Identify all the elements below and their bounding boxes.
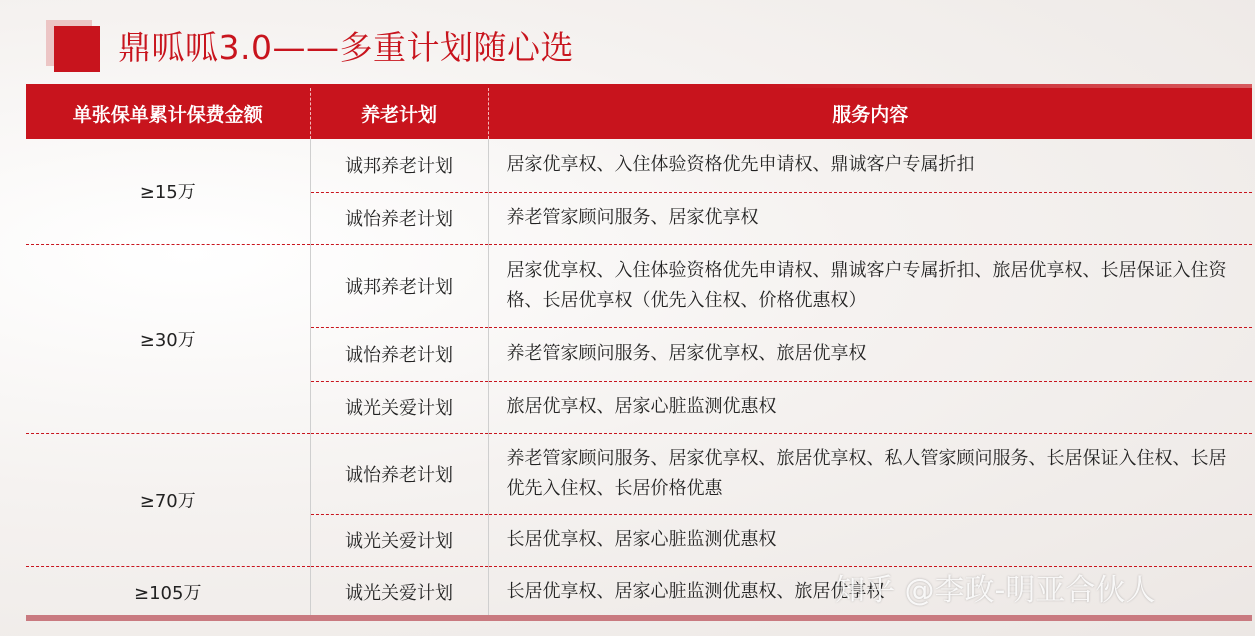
- plan-cell: 诚光关爱计划: [310, 514, 488, 566]
- plan-cell: 诚怡养老计划: [310, 192, 488, 244]
- header-plan: 养老计划: [310, 88, 488, 139]
- service-cell: 养老管家顾问服务、居家优享权: [488, 192, 1252, 244]
- plan-cell: 诚邦养老计划: [310, 139, 488, 192]
- amount-cell: ≥70万: [26, 433, 310, 566]
- service-cell: 居家优享权、入住体验资格优先申请权、鼎诚客户专属折扣: [488, 139, 1252, 192]
- plan-cell: 诚怡养老计划: [310, 327, 488, 381]
- plan-cell: 诚光关爱计划: [310, 566, 488, 618]
- service-cell: 长居优享权、居家心脏监测优惠权: [488, 514, 1252, 566]
- watermark: 知乎 @李政-明亚合伙人: [835, 573, 1156, 608]
- plan-cell: 诚光关爱计划: [310, 381, 488, 433]
- header-service: 服务内容: [488, 88, 1252, 139]
- title-marker: [46, 20, 100, 72]
- service-cell: 养老管家顾问服务、居家优享权、旅居优享权、私人管家顾问服务、长居保证入住权、长居优先入住权、长居价格优惠: [488, 433, 1252, 514]
- table-row: [26, 433, 1252, 514]
- plan-table: [26, 88, 1252, 618]
- service-cell: 长居优享权、居家心脏监测优惠权、旅居优享权: [488, 566, 1252, 618]
- table-row: [26, 139, 1252, 192]
- amount-cell: ≥105万: [26, 566, 310, 618]
- service-cell: 养老管家顾问服务、居家优享权、旅居优享权: [488, 327, 1252, 381]
- amount-cell: ≥30万: [26, 244, 310, 433]
- page-title: 鼎呱呱3.0——多重计划随心选: [118, 28, 574, 67]
- table-row: [26, 244, 1252, 327]
- plan-cell: 诚怡养老计划: [310, 433, 488, 514]
- service-cell: 居家优享权、入住体验资格优先申请权、鼎诚客户专属折扣、旅居优享权、长居保证入住资格、长居优享权（优先入住权、价格优惠权）: [488, 244, 1252, 327]
- header-amount: 单张保单累计保费金额: [26, 88, 310, 139]
- amount-cell: ≥15万: [139, 182, 196, 204]
- title-marker-front: [54, 26, 100, 72]
- table-header-row: [26, 88, 1252, 139]
- bottom-rule: [26, 615, 1252, 621]
- plan-cell: 诚邦养老计划: [310, 244, 488, 327]
- service-cell: 旅居优享权、居家心脏监测优惠权: [488, 381, 1252, 433]
